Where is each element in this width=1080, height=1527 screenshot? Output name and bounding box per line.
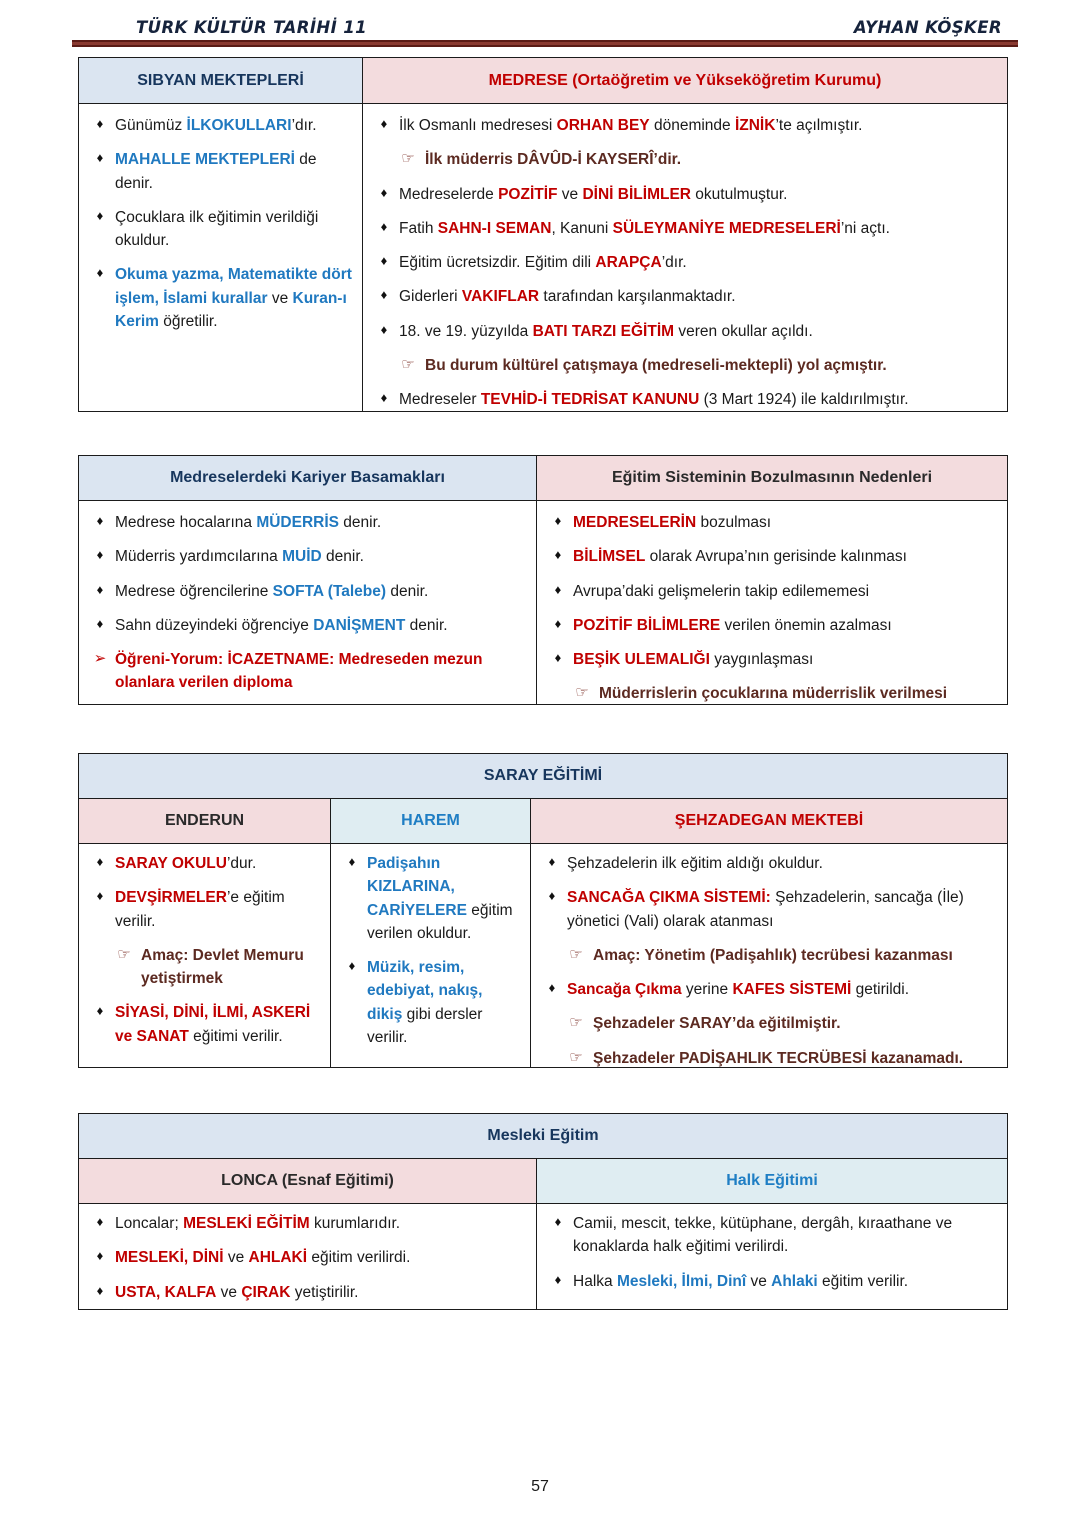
list-item-text: Şehzadelerin ilk eğitim aldığı okuldur.: [567, 855, 823, 872]
diamond-bullet-icon: ♦: [380, 184, 388, 200]
diamond-bullet-icon: ♦: [96, 888, 104, 904]
list-item: [543, 580, 999, 603]
list-item-text: Şehzadeler SARAY’da eğitilmiştir.: [593, 1015, 841, 1033]
list-item-text: DEVŞİRMELER’e eğitim verilir.: [115, 889, 285, 930]
table2-header-kariyer: Medreselerdeki Kariyer Basamakları: [79, 456, 537, 500]
list-bozulma: [537, 501, 1007, 716]
list-item: [537, 886, 999, 933]
table4-cell-halk: [537, 1204, 1007, 1309]
list-item: [369, 148, 999, 171]
pointing-hand-icon: ☞: [569, 945, 583, 963]
list-item: [543, 1270, 999, 1293]
pointing-hand-icon: ☞: [401, 150, 415, 168]
list-item-text: MEDRESELERİN bozulması: [573, 514, 772, 531]
list-item-text: Günümüz İLKOKULLARI’dır.: [115, 117, 317, 134]
table1-header-row: [79, 58, 1007, 104]
pointing-hand-icon: ☞: [569, 1014, 583, 1032]
list-item: [543, 648, 999, 671]
list-item: [85, 1246, 528, 1269]
list-item-text: Avrupa’daki gelişmelerin takip edilememesi: [573, 582, 870, 600]
list-item-text: Medrese öğrencilerine SOFTA (Talebe) denir.: [115, 582, 429, 600]
list-item-text: USTA, KALFA ve ÇIRAK yetiştirilir.: [115, 1283, 359, 1301]
list-item: [85, 114, 354, 137]
diamond-bullet-icon: ♦: [380, 253, 388, 268]
table4-body-row: [79, 1204, 1007, 1309]
diamond-bullet-icon: ♦: [548, 854, 556, 869]
list-item-text: Medreselerde POZİTİF ve DİNİ BİLİMLER okutulmuştur.: [399, 185, 788, 203]
list-item-text: BEŞİK ULEMALIĞI yaygınlaşması: [573, 651, 814, 668]
diamond-bullet-icon: ♦: [554, 513, 562, 528]
table-sibyan-medrese: [78, 57, 1008, 412]
diamond-bullet-icon: ♦: [548, 888, 556, 904]
table1-cell-medrese: [363, 104, 1007, 411]
list-item-text: Amaç: Devlet Memuru yetiştirmek: [141, 946, 304, 987]
list-item: [369, 354, 999, 377]
list-item: [537, 1012, 999, 1035]
list-item-text: Medreseler TEVHİD-İ TEDRİSAT KANUNU (3 Mart 1924) ile kaldırılmıştır.: [399, 391, 909, 408]
diamond-bullet-icon: ♦: [380, 321, 388, 337]
list-item: [85, 886, 322, 933]
list-item: [369, 388, 999, 411]
diamond-bullet-icon: ♦: [554, 615, 562, 631]
list-item-text: İlk Osmanlı medresesi ORHAN BEY döneminde İZNİK’te açılmıştır.: [399, 117, 863, 134]
table3-cell-harem: [331, 844, 531, 1067]
list-item: [369, 251, 999, 274]
list-item-text: Çocuklara ilk eğitimin verildiği okuldur.: [115, 208, 319, 249]
list-item-text: Eğitim ücretsizdir. Eğitim dili ARAPÇA’dır.: [399, 254, 687, 271]
table1-header-medrese: MEDRESE (Ortaöğretim ve Yükseköğretim Kurumu): [363, 58, 1007, 103]
list-sehzadegan: [531, 844, 1007, 1078]
diamond-bullet-icon: ♦: [96, 150, 104, 166]
list-item-text: Loncalar; MESLEKİ EĞİTİM kurumlarıdır.: [115, 1215, 401, 1232]
list-item: [369, 217, 999, 240]
list-item: [85, 206, 354, 253]
list-item-text: POZİTİF BİLİMLERE verilen önemin azalması: [573, 616, 892, 634]
list-item: [85, 1212, 528, 1235]
list-item-text: SARAY OKULU’dur.: [115, 855, 257, 872]
list-item-text: Öğreni-Yorum: İCAZETNAME: Medreseden mezun olanlara verilen diploma: [115, 651, 483, 692]
list-item-text: Bu durum kültürel çatışmaya (medreseli-mektepli) yol açmıştır.: [425, 356, 887, 374]
list-item: [369, 183, 999, 206]
list-harem: [331, 844, 530, 1057]
table4-cell-lonca: [79, 1204, 537, 1309]
diamond-bullet-icon: ♦: [96, 1248, 104, 1264]
table3-cell-sehzadegan: [531, 844, 1007, 1067]
list-item: [337, 852, 522, 945]
list-item-text: Müderris yardımcılarına MUİD denir.: [115, 548, 364, 566]
pointing-hand-icon: ☞: [569, 1048, 583, 1066]
table2-body-row: [79, 501, 1007, 704]
list-item: [543, 614, 999, 637]
list-item: [537, 978, 999, 1001]
list-item: [85, 263, 354, 333]
list-enderun: [79, 844, 330, 1056]
diamond-bullet-icon: ♦: [96, 854, 104, 869]
list-kariyer: [79, 501, 536, 705]
list-item: [543, 682, 999, 705]
table2-cell-bozulma: [537, 501, 1007, 704]
diamond-bullet-icon: ♦: [554, 1271, 562, 1287]
diamond-bullet-icon: ♦: [380, 116, 388, 131]
list-item-text: Halka Mesleki, İlmi, Dinî ve Ahlaki eğitim verilir.: [573, 1272, 909, 1290]
diamond-bullet-icon: ♦: [96, 581, 104, 597]
diamond-bullet-icon: ♦: [380, 218, 388, 234]
header-author-right: AYHAN KÖŞKER: [853, 17, 1002, 37]
list-item: [369, 320, 999, 343]
table1-body-row: [79, 104, 1007, 411]
table3-body-row: [79, 844, 1007, 1067]
arrow-bullet-icon: ➢: [93, 650, 107, 667]
list-item: [85, 580, 528, 603]
table4-header-row: [79, 1159, 1007, 1204]
list-sibyan: [79, 104, 362, 343]
table2-cell-kariyer: [79, 501, 537, 704]
table4-header-lonca: LONCA (Esnaf Eğitimi): [79, 1159, 537, 1203]
list-item: [543, 511, 999, 534]
list-item-text: İlk müderris DÂVÛD-İ KAYSERÎ’dir.: [425, 151, 682, 169]
list-item: [85, 944, 322, 991]
table4-header-halk: Halk Eğitimi: [537, 1159, 1007, 1203]
list-item-text: Müderrislerin çocuklarına müderrislik verilmesi: [599, 685, 948, 703]
diamond-bullet-icon: ♦: [554, 650, 562, 665]
list-item-text: Camii, mescit, tekke, kütüphane, dergâh, kıraathane ve konaklarda halk eğitimi verilirdi.: [573, 1215, 953, 1256]
list-item: [85, 545, 528, 568]
list-item-text: MESLEKİ, DİNİ ve AHLAKİ eğitim verilirdi.: [115, 1249, 411, 1267]
header-divider-rule: [72, 40, 1018, 47]
diamond-bullet-icon: ♦: [96, 1214, 104, 1229]
table-mesleki-egitim: [78, 1113, 1008, 1310]
table1-cell-sibyan: [79, 104, 363, 411]
list-item-text: BİLİMSEL olarak Avrupa’nın gerisinde kalınması: [573, 548, 907, 566]
list-item-text: 18. ve 19. yüzyılda BATI TARZI EĞİTİM veren okullar açıldı.: [399, 322, 813, 340]
list-item: [537, 1047, 999, 1070]
diamond-bullet-icon: ♦: [380, 287, 388, 303]
diamond-bullet-icon: ♦: [96, 207, 104, 223]
table2-header-bozulma: Eğitim Sisteminin Bozulmasının Nedenleri: [537, 456, 1007, 500]
diamond-bullet-icon: ♦: [96, 1003, 104, 1019]
diamond-bullet-icon: ♦: [380, 390, 388, 405]
list-item-text: SİYASİ, DİNİ, İLMİ, ASKERİ ve SANAT eğitimi verilir.: [115, 1004, 311, 1045]
diamond-bullet-icon: ♦: [96, 116, 104, 131]
diamond-bullet-icon: ♦: [548, 980, 556, 995]
diamond-bullet-icon: ♦: [554, 1214, 562, 1229]
list-item-text: Şehzadeler PADİŞAHLIK TECRÜBESİ kazanamadı.: [593, 1049, 964, 1067]
list-item: [85, 148, 354, 195]
diamond-bullet-icon: ♦: [348, 854, 356, 869]
table3-title-saray: SARAY EĞİTİMİ: [79, 754, 1007, 798]
table-saray-egitimi: [78, 753, 1008, 1068]
page-number: 57: [531, 1478, 549, 1495]
list-lonca: [79, 1204, 536, 1312]
table3-header-enderun: ENDERUN: [79, 799, 331, 843]
list-item: [85, 614, 528, 637]
table3-header-harem: HAREM: [331, 799, 531, 843]
list-item-text: Okuma yazma, Matematikte dört işlem, İslami kurallar ve Kuran-ı Kerim öğretilir.: [115, 266, 352, 330]
table4-title-mesleki: Mesleki Eğitim: [79, 1114, 1007, 1158]
list-item: [369, 114, 999, 137]
list-item-text: Giderleri VAKIFLAR tarafından karşılanmaktadır.: [399, 288, 736, 306]
list-item: [537, 944, 999, 967]
list-item: [543, 545, 999, 568]
diamond-bullet-icon: ♦: [96, 1282, 104, 1298]
list-item-text: Fatih SAHN-I SEMAN, Kanuni SÜLEYMANİYE MEDRESELERİ’ni açtı.: [399, 219, 890, 237]
diamond-bullet-icon: ♦: [96, 265, 104, 281]
list-item: [537, 852, 999, 875]
list-item-text: Medrese hocalarına MÜDERRİS denir.: [115, 514, 382, 531]
list-item: [337, 956, 522, 1049]
table1-header-sibyan: SIBYAN MEKTEPLERİ: [79, 58, 363, 103]
list-item-text: Amaç: Yönetim (Padişahlık) tecrübesi kazanması: [593, 946, 953, 964]
list-item: [85, 1001, 322, 1048]
diamond-bullet-icon: ♦: [554, 547, 562, 563]
table4-title-row: [79, 1114, 1007, 1159]
list-item: [543, 1212, 999, 1259]
table2-header-row: [79, 456, 1007, 501]
diamond-bullet-icon: ♦: [96, 615, 104, 631]
table3-header-row: [79, 799, 1007, 844]
table-kariyer-bozulma: [78, 455, 1008, 705]
table3-header-sehzadegan: ŞEHZADEGAN MEKTEBİ: [531, 799, 1007, 843]
list-item-text: Sancağa Çıkma yerine KAFES SİSTEMİ getirildi.: [567, 981, 910, 998]
table3-cell-enderun: [79, 844, 331, 1067]
list-medrese: [363, 104, 1007, 421]
list-item-text: Müzik, resim, edebiyat, nakış, dikiş gibi dersler verilir.: [367, 959, 483, 1046]
list-halk: [537, 1204, 1007, 1301]
diamond-bullet-icon: ♦: [348, 958, 356, 973]
list-item-text: MAHALLE MEKTEPLERİ de denir.: [115, 151, 317, 192]
list-item: [85, 1281, 528, 1304]
list-item: [85, 852, 322, 875]
list-item: [85, 511, 528, 534]
diamond-bullet-icon: ♦: [96, 513, 104, 528]
list-item: [85, 648, 528, 695]
diamond-bullet-icon: ♦: [96, 547, 104, 563]
header-title-left: TÜRK KÜLTÜR TARİHİ 11: [136, 17, 368, 37]
list-item-text: Sahn düzeyindeki öğrenciye DANİŞMENT denir.: [115, 616, 448, 634]
list-item-text: SANCAĞA ÇIKMA SİSTEMİ: Şehzadelerin, sancağa (İle) yönetici (Vali) olarak atanması: [567, 889, 964, 930]
diamond-bullet-icon: ♦: [554, 581, 562, 597]
running-header: [78, 12, 1008, 42]
list-item-text: Padişahın KIZLARINA, CARİYELERE eğitim verilen okuldur.: [367, 855, 513, 942]
list-item: [369, 285, 999, 308]
pointing-hand-icon: ☞: [401, 355, 415, 373]
pointing-hand-icon: ☞: [117, 945, 131, 963]
pointing-hand-icon: ☞: [575, 684, 589, 702]
table3-title-row: [79, 754, 1007, 799]
